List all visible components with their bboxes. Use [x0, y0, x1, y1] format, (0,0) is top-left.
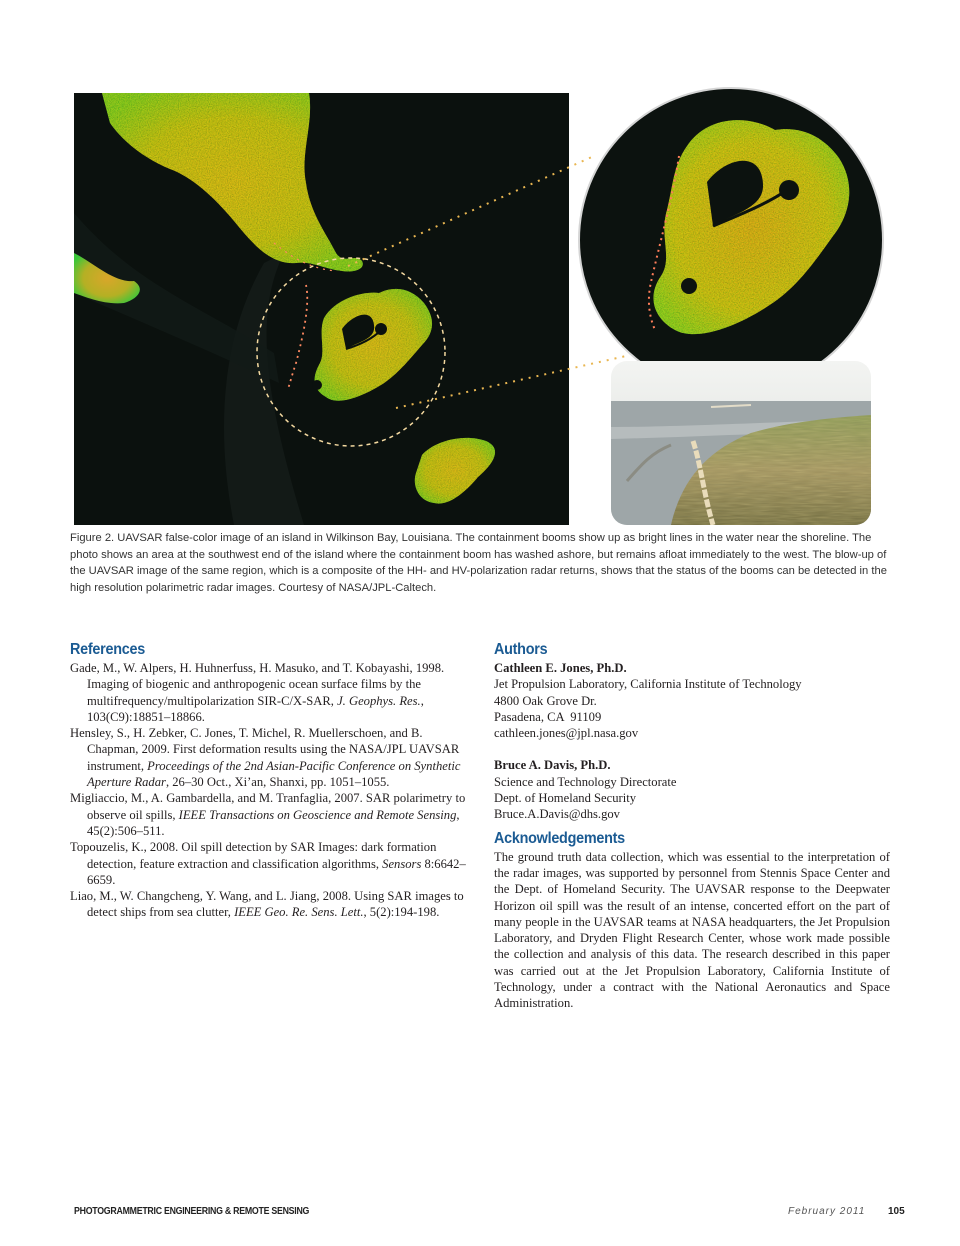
uavsar-radar-image	[74, 93, 569, 525]
references-list	[70, 660, 470, 921]
footer-date: February 2011	[788, 1206, 866, 1217]
author-1-name: Cathleen E. Jones, Ph.D.	[494, 661, 627, 675]
figure-caption-text: Figure 2. UAVSAR false-color image of an island in Wilkinson Bay, Louisiana. The containment booms show up as bright lines in the water near the shoreline. The photo shows an area at the southwest end of the island where the containment boom has washed ashore, but remains afloat immediately to the west. The blow-up of the UAVSAR image of the same region, which is a composite of the HH- and HV-polarization radar returns, shows that the status of the booms can be detected in the high resolution polarimetric radar images. Courtesy of NASA/JPL-Caltech.	[70, 532, 887, 594]
references-section	[70, 640, 470, 921]
author-2-name: Bruce A. Davis, Ph.D.	[494, 758, 611, 773]
acknowledgements-heading: Acknowledgements	[494, 829, 625, 847]
acknowledgements-text: The ground truth data collection, which was essential to the interpretation of the radar images, was supported by personnel from Stennis Space Center and the Dept. of Homeland Security. The UAVSAR response to the Deepwater Horizon oil spill was the result of an intense, concerted effort on the part of many people in the UAVSAR teams at NASA headquarters, the Jet Propulsion Laboratory, and Dryden Flight Research Center, whose work made possible the collection and analysis of this data. The research described in this paper was carried out at the Jet Propulsion Laboratory, California Institute of Technology, under a contract with the National Aeronautics and Space Administration.	[494, 849, 890, 1011]
author-1	[494, 660, 890, 741]
reference-item: Liao, M., W. Changcheng, Y. Wang, and L. Jiang, 2008. Using SAR images to detect ships from sea clutter, IEEE Geo. Re. Sens. Lett., 5(2):194-198.	[70, 889, 464, 920]
references-heading: References	[70, 641, 145, 658]
author-1-city: Pasadena, CA 91109	[494, 709, 602, 724]
reference-item: Topouzelis, K., 2008. Oil spill detection by SAR Images: dark formation detection, feature extraction and classification algorithms, Sensors 8:6642–6659.	[70, 840, 466, 887]
reference-item: Hensley, S., H. Zebker, C. Jones, T. Michel, R. Muellerschoen, and B. Chapman, 2009. First deformation results using the NASA/JPL UAVSAR instrument, Proceedings of the 2nd Asian-Pacific Conference on Synthetic Aperture Radar, 26–30 Oct., Xi’an, Shanxi, pp. 1051–1055.	[70, 726, 461, 790]
author-2	[494, 757, 890, 822]
footer-journal-name: PHOTOGRAMMETRIC ENGINEERING & REMOTE SENSING	[74, 1206, 310, 1217]
author-2-affiliation: Science and Technology Directorate	[494, 774, 677, 789]
ground-truth-photo	[611, 361, 871, 525]
author-1-email[interactable]: cathleen.jones@jpl.nasa.gov	[494, 726, 639, 741]
author-2-dept: Dept. of Homeland Security	[494, 791, 636, 806]
author-1-affiliation: Jet Propulsion Laboratory, California Institute of Technology	[494, 677, 802, 692]
authors-section	[494, 640, 890, 1012]
reference-item: Migliaccio, M., A. Gambardella, and M. Tranfaglia, 2007. SAR polarimetry to observe oil spills, IEEE Transactions on Geoscience and Remote Sensing, 45(2):506–511.	[70, 791, 466, 838]
page-number: 105	[888, 1206, 905, 1217]
figure-2	[74, 93, 884, 525]
authors-heading: Authors	[494, 641, 548, 658]
author-1-street: 4800 Oak Grove Dr.	[494, 693, 597, 708]
author-2-email[interactable]: Bruce.A.Davis@dhs.gov	[494, 807, 620, 822]
figure-caption	[70, 530, 890, 596]
uavsar-zoom-image	[577, 86, 885, 394]
reference-item: Gade, M., W. Alpers, H. Huhnerfuss, H. Masuko, and T. Kobayashi, 1998. Imaging of biogenic and anthropogenic ocean surface films by the multifrequency/multipolarization SIR-C/X-SAR, J. Geophys. Res., 103(C9):18851–18866.	[70, 661, 445, 724]
